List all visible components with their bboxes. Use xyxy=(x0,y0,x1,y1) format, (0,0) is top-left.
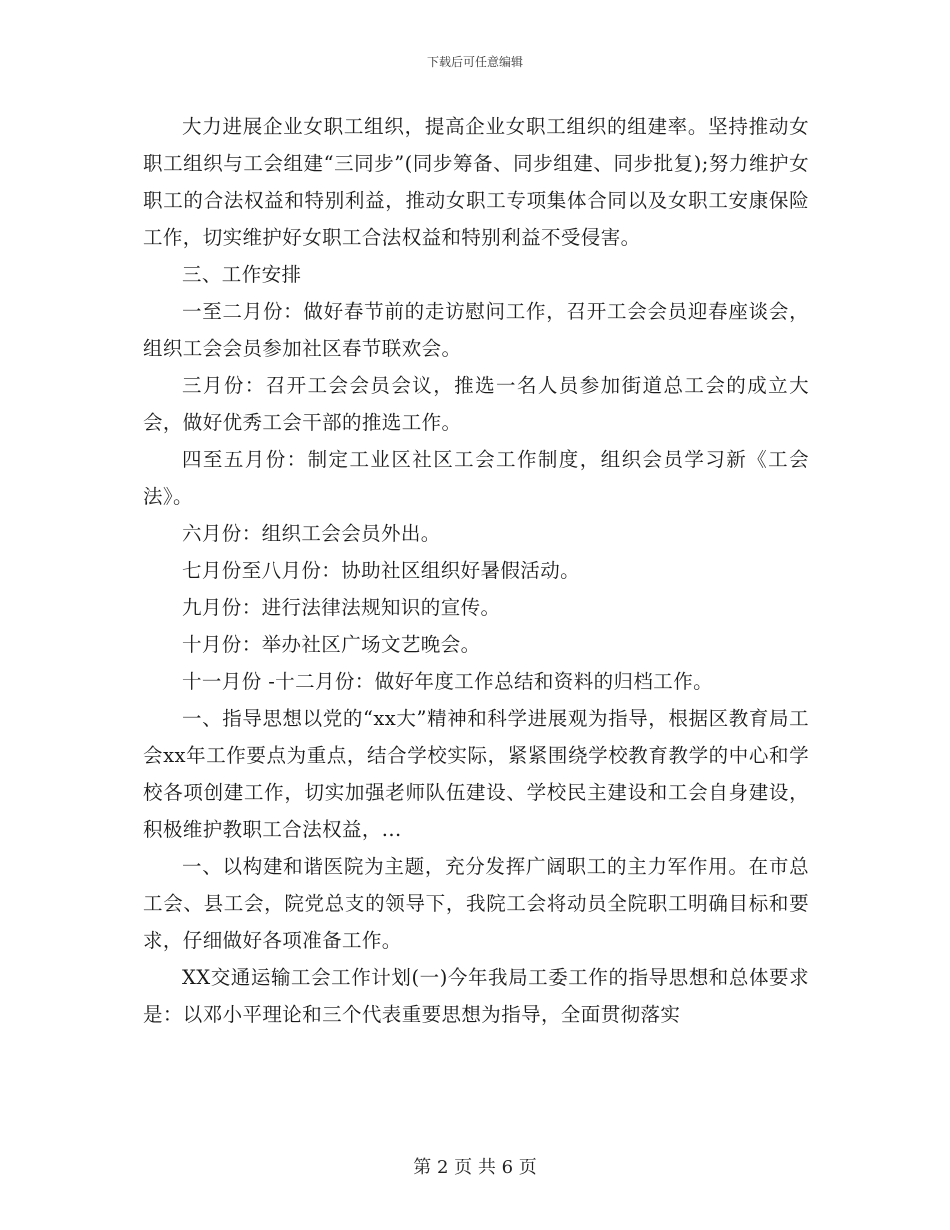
paragraph: 十一月份 -十二月份：做好年度工作总结和资料的归档工作。 xyxy=(182,670,713,693)
paragraph: 四至五月份：制定工业区社区工会工作制度，组织会员学习新《工会法》。 xyxy=(143,448,809,508)
paragraph: 一、以构建和谐医院为主题，充分发挥广阔职工的主力军作用。在市总工会、县工会，院党总支的领导下，我院工会将动员全院职工明确目标和要求，仔细做好各项准备工作。 xyxy=(143,855,809,952)
section-heading: 三、工作安排 xyxy=(182,263,302,286)
page-number: 第 2 页 共 6 页 xyxy=(413,1157,537,1178)
paragraph: 六月份：组织工会会员外出。 xyxy=(182,522,441,545)
page-header: 下载后可任意编辑 xyxy=(426,55,523,69)
paragraph: 一至二月份：做好春节前的走访慰问工作，召开工会会员迎春座谈会，组织工会会员参加社区春节联欢会。 xyxy=(143,300,809,360)
paragraph: 九月份：进行法律法规知识的宣传。 xyxy=(182,596,501,619)
paragraph: 三月份：召开工会会员会议，推选一名人员参加街道总工会的成立大会，做好优秀工会干部的推选工作。 xyxy=(143,374,809,434)
paragraph: 七月份至八月份：协助社区组织好暑假活动。 xyxy=(182,559,581,582)
paragraph: XX交通运输工会工作计划(一)今年我局工委工作的指导思想和总体要求是：以邓小平理论和三个代表重要思想为指导，全面贯彻落实 xyxy=(143,966,809,1026)
paragraph: 十月份：举办社区广场文艺晚会。 xyxy=(182,633,481,656)
paragraph: 大力进展企业女职工组织，提高企业女职工组织的组建率。坚持推动女职工组织与工会组建“三同步”(同步筹备、同步组建、同步批复);努力维护女职工的合法权益和特别利益，推动女职工专项集体合同以及女职工安康保险工作，切实维护好女职工合法权益和特别利益不受侵害。 xyxy=(143,115,809,249)
paragraph: 一、指导思想以党的“xx大”精神和科学进展观为指导，根据区教育局工会xx年工作要点为重点，结合学校实际，紧紧围绕学校教育教学的中心和学校各项创建工作，切实加强老师队伍建设、学校民主建设和工会自身建设，积极维护教职工合法权益，... xyxy=(143,707,809,841)
document-body xyxy=(143,108,809,1033)
